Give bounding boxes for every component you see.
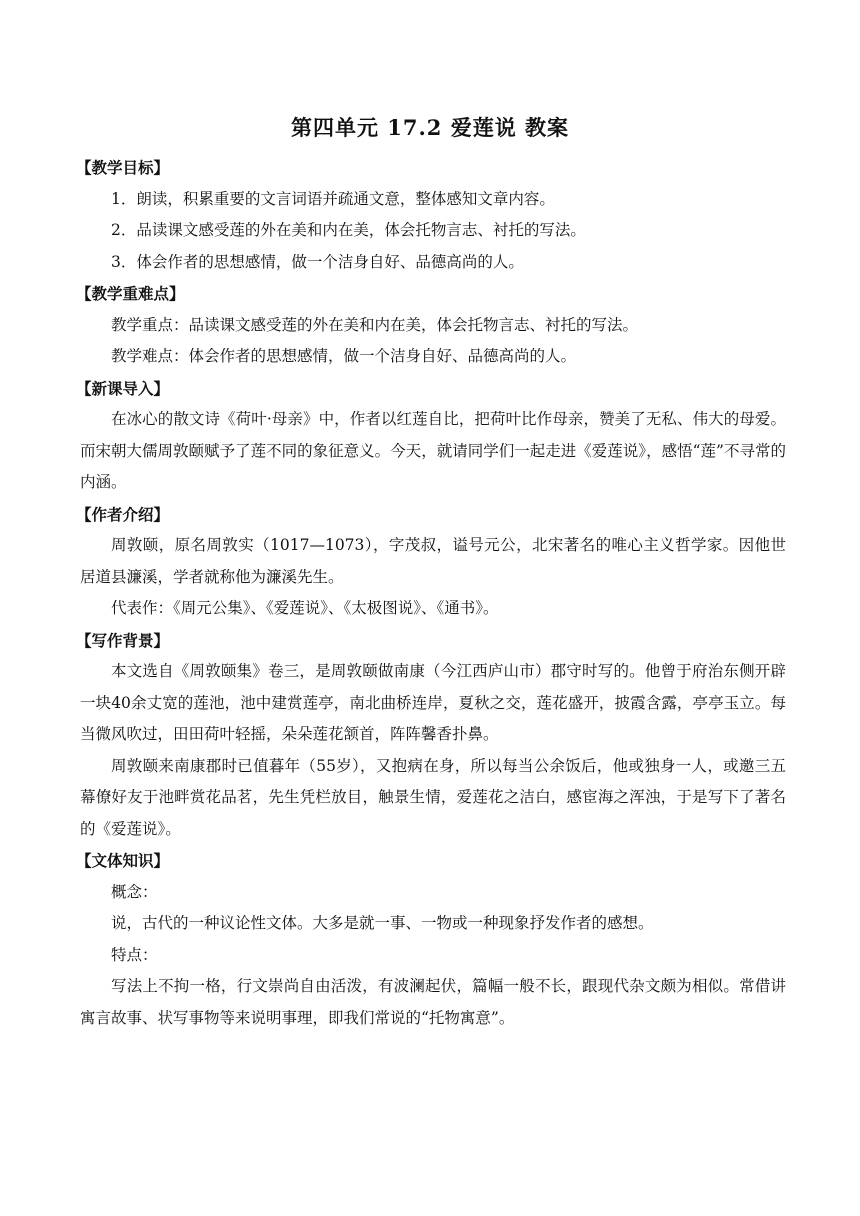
goal-item-3: 3．体会作者的思想感情，做一个洁身自好、品德高尚的人。 bbox=[111, 252, 524, 271]
genre-feature: 写法上不拘一格，行文崇尚自由活泼，有波澜起伏，篇幅一般不长，跟现代杂文颇为相似。常借讲寓言故事、状写事物等来说明事理，即我们常说的“托物寓意”。 bbox=[80, 977, 786, 1027]
goal-item-1: 1．朗读，积累重要的文言词语并疏通文意，整体感知文章内容。 bbox=[111, 189, 555, 208]
intro-paragraph: 在冰心的散文诗《荷叶·母亲》中，作者以红莲自比，把荷叶比作母亲，赞美了无私、伟大的母爱。而宋朝大儒周敦颐赋予了莲不同的象征意义。今天，就请同学们一起走进《爱莲说》，感悟“莲”不寻常的内涵。 bbox=[80, 410, 786, 491]
section-heading-intro: 【新课导入】 bbox=[76, 378, 170, 398]
section-heading-goals: 【教学目标】 bbox=[76, 158, 170, 177]
section-heading-genre: 【文体知识】 bbox=[76, 851, 170, 870]
background-paragraph-2: 周敦颐来南康郡时已值暮年（55岁），又抱病在身，所以每当公余饭后，他或独身一人，或邀三五幕僚好友于池畔赏花品茗，先生凭栏放目，触景生情，爱莲花之洁白，感宦海之浑浊，于是写下了著名的《爱莲说》。 bbox=[80, 756, 786, 838]
page-title: 第四单元 17.2 爱莲说 教案 bbox=[290, 115, 570, 140]
key-point-difficulty: 教学难点：体会作者的思想感情，做一个洁身自好、品德高尚的人。 bbox=[111, 347, 577, 365]
section-heading-author: 【作者介绍】 bbox=[76, 504, 170, 524]
section-heading-background: 【写作背景】 bbox=[76, 630, 170, 650]
author-works: 代表作：《周元公集》、《爱莲说》、《太极图说》、《通书》。 bbox=[111, 599, 499, 617]
genre-concept-label: 概念： bbox=[111, 882, 158, 901]
background-paragraph-1: 本文选自《周敦颐集》卷三，是周敦颐做南康（今江西庐山市）郡守时写的。他曾于府治东侧开辟一块40余丈宽的莲池，池中建赏莲亭，南北曲桥连岸，夏秋之交，莲花盛开，披霞含露，亭亭玉立。每当微风吹过，田田荷叶轻摇，朵朵莲花颔首，阵阵馨香扑鼻。 bbox=[80, 662, 786, 743]
genre-concept: 说，古代的一种议论性文体。大多是就一事、一物或一种现象抒发作者的感想。 bbox=[111, 914, 654, 932]
goal-item-2: 2．品读课文感受莲的外在美和内在美，体会托物言志、衬托的写法。 bbox=[111, 221, 586, 239]
key-point-focus: 教学重点：品读课文感受莲的外在美和内在美，体会托物言志、衬托的写法。 bbox=[111, 315, 639, 334]
genre-feature-label: 特点： bbox=[111, 945, 158, 964]
section-heading-key-points: 【教学重难点】 bbox=[76, 284, 185, 303]
author-bio: 周敦颐，原名周敦实（1017—1073），字茂叔，谥号元公，北宋著名的唯心主义哲学家。因他世居道县濂溪，学者就称他为濂溪先生。 bbox=[80, 536, 786, 586]
document-body bbox=[76, 152, 786, 1034]
